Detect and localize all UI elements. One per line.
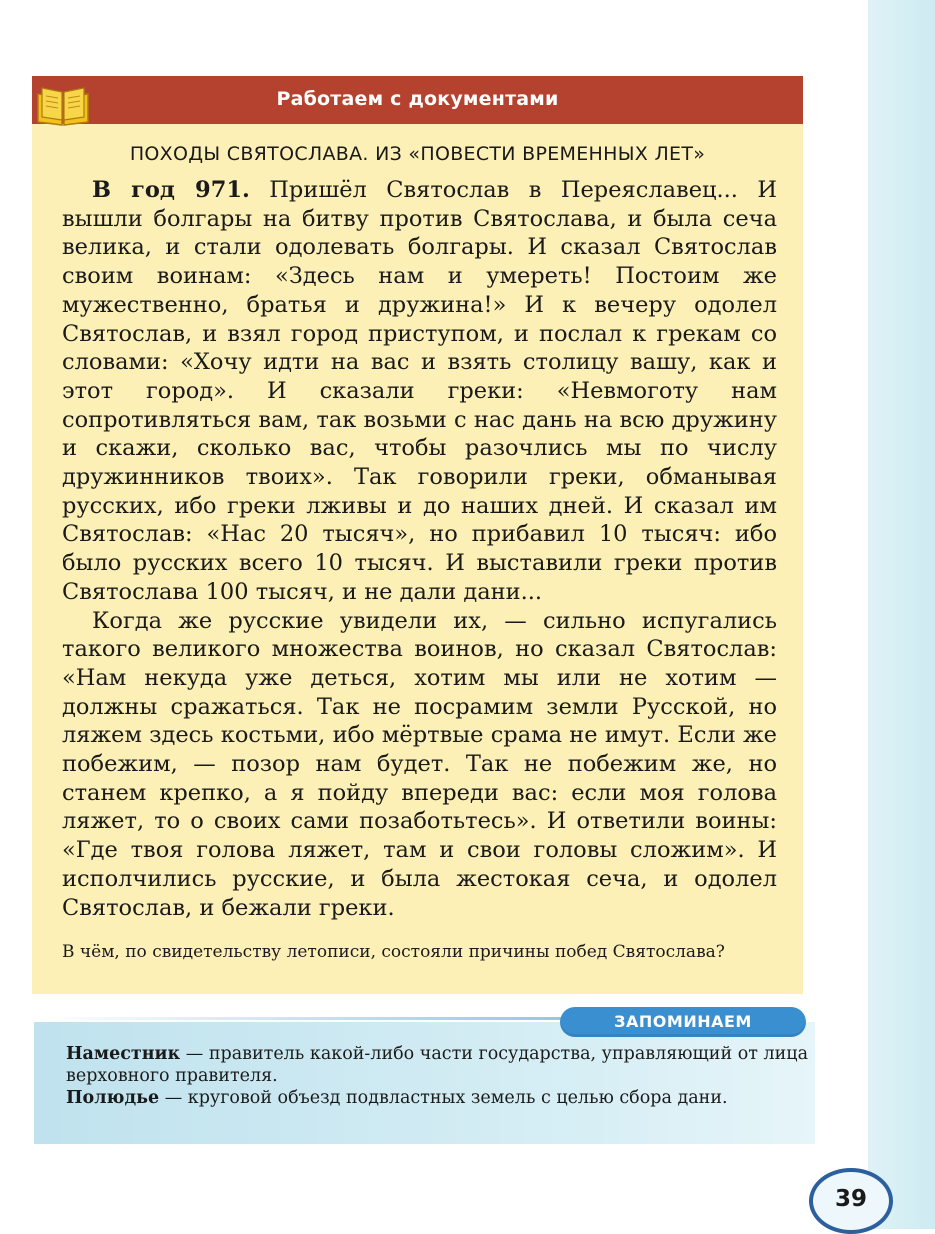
definition-item — [66, 1043, 808, 1087]
remember-tab-label: ЗАПОМИНАЕМ — [614, 1012, 752, 1031]
year-lead: В год 971. — [92, 177, 250, 203]
remember-divider-line — [40, 1017, 570, 1020]
definition-item — [66, 1087, 808, 1109]
page-number: 39 — [834, 1186, 867, 1212]
page-edge-strip — [868, 0, 935, 1229]
document-paragraph-1 — [62, 176, 777, 607]
book-icon — [36, 84, 90, 126]
definition-text: — круговой объезд подвластных земель с целью сбора дани. — [159, 1088, 728, 1108]
document-question: В чём, по свидетельству летописи, состояли причины побед Святослава? — [62, 942, 725, 962]
paragraph-1-text: Пришёл Святослав в Переяславец... И вышли болгары на битву против Святослава, и была сеча велика, и стали одолевать болгары. И сказал Святослав своим воинам: «Здесь нам и умереть! Постоим же мужественно, братья и дружина!» И к вечеру одолел Святослав, и взял город приступом, и послал к грекам со словами: «Хочу идти на вас и взять столицу вашу, как и этот город». И сказали греки: «Невмоготу нам сопротивляться вам, так возьми с нас дань на всю дружину и скажи, сколько вас, чтобы разочлись мы по числу дружинников твоих». Так говорили греки, обманывая русских, ибо греки лживы и до наших дней. И сказал им Святослав: «Нас 20 тысяч», но прибавил 10 тысяч: ибо было русских всего 10 тысяч. И выставили греки против Святослава 100 тысяч, и не дали дани... — [62, 177, 777, 605]
definition-text: — правитель какой-либо части государства, управляющий от лица верховного правителя. — [66, 1044, 808, 1086]
remember-definitions — [66, 1043, 808, 1109]
document-header-title: Работаем с документами — [276, 88, 559, 110]
document-subtitle: ПОХОДЫ СВЯТОСЛАВА. ИЗ «ПОВЕСТИ ВРЕМЕННЫХ ЛЕТ» — [129, 143, 706, 165]
document-body — [62, 176, 777, 922]
definition-term: Полюдье — [66, 1088, 160, 1108]
definition-term: Наместник — [66, 1044, 181, 1064]
document-paragraph-2: Когда же русские увидели их, — сильно испугались такого великого множества воинов, но сказал Святослав: «Нам некуда уже деться, хотим мы или не хотим — должны сражаться. Так не посрамим земли Русской, но ляжем здесь костьми, ибо мёртвые срама не имут. Если же побежим, — позор нам будет. Так не побежим же, но станем крепко, а я пойду впереди вас: если моя голова ляжет, то о своих сами позаботьтесь». И ответили воины: «Где твоя голова ляжет, там и свои головы сложим». И исполчились русские, и была жестокая сеча, и одолел Святослав, и бежали греки. — [62, 607, 777, 921]
